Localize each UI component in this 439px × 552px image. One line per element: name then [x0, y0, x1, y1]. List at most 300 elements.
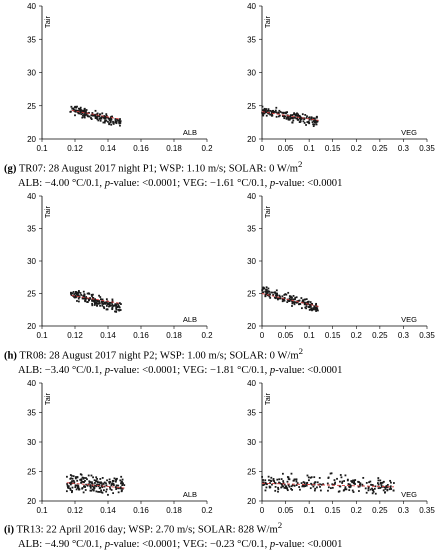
- x-tick-label: 0.14: [100, 144, 116, 153]
- data-point: [267, 288, 269, 290]
- data-point: [287, 489, 289, 491]
- y-tick-label: 40: [247, 379, 256, 388]
- data-point: [359, 484, 361, 486]
- data-point: [76, 300, 78, 302]
- data-point: [67, 487, 69, 489]
- data-point: [345, 474, 347, 476]
- data-point: [278, 116, 280, 118]
- data-point: [121, 484, 123, 486]
- data-point: [287, 292, 289, 294]
- data-point: [334, 479, 336, 481]
- data-point: [269, 110, 271, 112]
- data-point: [117, 120, 119, 122]
- data-point: [368, 487, 370, 489]
- x-tick-label: 0: [259, 144, 265, 153]
- data-point: [278, 478, 280, 480]
- data-point: [265, 487, 267, 489]
- data-point: [304, 485, 306, 487]
- data-point: [101, 112, 103, 114]
- data-point: [73, 480, 75, 482]
- data-point: [103, 489, 105, 491]
- data-point: [75, 484, 77, 486]
- x-tick-label: 0.2: [201, 331, 213, 340]
- data-point: [379, 480, 381, 482]
- y-tick-label: 25: [247, 101, 256, 111]
- data-point: [120, 309, 122, 311]
- data-point: [70, 106, 72, 108]
- data-point: [297, 482, 299, 484]
- x-axis-label: ALB: [182, 490, 197, 499]
- data-point: [350, 480, 352, 482]
- chart-h-alb-svg: [0, 190, 215, 342]
- data-point: [97, 116, 99, 118]
- data-point: [99, 305, 101, 307]
- caption-i-p1: p: [104, 538, 111, 550]
- y-axis-label: Tair: [43, 393, 52, 406]
- data-point: [89, 481, 91, 483]
- data-point: [365, 487, 367, 489]
- caption-h-title: [4, 344, 436, 364]
- caption-i-alb: ALB: −4.90 °C/0.1,: [18, 538, 105, 550]
- data-point: [109, 305, 111, 307]
- data-point: [83, 491, 85, 493]
- data-point: [269, 296, 271, 298]
- data-point: [100, 120, 102, 122]
- data-point: [308, 479, 310, 481]
- data-point: [91, 482, 93, 484]
- data-point: [78, 290, 80, 292]
- data-point: [83, 293, 85, 295]
- data-point: [293, 298, 295, 300]
- data-point: [80, 109, 82, 111]
- data-point: [295, 113, 297, 115]
- data-point: [340, 474, 342, 476]
- data-point: [292, 120, 294, 122]
- data-point: [284, 487, 286, 489]
- chart-i-veg-svg: [220, 377, 435, 517]
- x-tick-label: 0.3: [397, 506, 409, 515]
- data-point: [112, 307, 114, 309]
- x-tick-label: 0.12: [67, 506, 83, 515]
- data-point: [311, 476, 313, 478]
- data-point: [285, 486, 287, 488]
- data-point: [283, 117, 285, 119]
- data-point: [372, 489, 374, 491]
- data-point: [111, 308, 113, 310]
- data-point: [309, 306, 311, 308]
- data-point: [78, 487, 80, 489]
- data-point: [306, 121, 308, 123]
- x-tick-label: 0.35: [419, 506, 435, 515]
- data-point: [288, 119, 290, 121]
- data-point: [95, 476, 97, 478]
- data-point: [69, 111, 71, 113]
- data-point: [275, 110, 277, 112]
- data-point: [100, 117, 102, 119]
- data-point: [313, 125, 315, 127]
- data-point: [286, 111, 288, 113]
- data-point: [281, 295, 283, 297]
- data-point: [99, 302, 101, 304]
- data-point: [268, 108, 270, 110]
- x-tick-label: 0.05: [277, 506, 294, 515]
- x-tick-label: 0.15: [324, 331, 341, 340]
- caption-i-label: (i): [4, 524, 14, 536]
- x-tick-label: 0.2: [201, 144, 213, 153]
- data-point: [104, 482, 106, 484]
- x-tick-label: 0.14: [100, 506, 116, 515]
- data-point: [377, 477, 379, 479]
- data-point: [275, 112, 277, 114]
- chart-i-veg: [220, 377, 435, 517]
- data-point: [84, 486, 86, 488]
- data-point: [290, 117, 292, 119]
- data-point: [107, 121, 109, 123]
- data-point: [377, 480, 379, 482]
- data-point: [389, 480, 391, 482]
- x-tick-label: 0: [259, 506, 265, 515]
- data-point: [75, 477, 77, 479]
- data-point: [276, 479, 278, 481]
- data-point: [320, 490, 322, 492]
- data-point: [119, 121, 121, 123]
- data-point: [278, 112, 280, 114]
- data-point: [115, 306, 117, 308]
- y-axis-label: Tair: [263, 393, 272, 406]
- data-point: [313, 308, 315, 310]
- data-point: [310, 483, 312, 485]
- data-point: [282, 300, 284, 302]
- data-point: [112, 299, 114, 301]
- data-point: [299, 303, 301, 305]
- data-point: [375, 493, 377, 495]
- chart-h-veg: [220, 190, 435, 342]
- data-point: [261, 476, 263, 478]
- data-point: [354, 479, 356, 481]
- caption-i-alb-p: -value: <0.0001; VEG: −0.23 °C/0.1,: [110, 538, 270, 550]
- data-point: [357, 481, 359, 483]
- data-point: [116, 309, 118, 311]
- data-point: [68, 485, 70, 487]
- data-point: [313, 306, 315, 308]
- x-tick-label: 0.35: [419, 144, 435, 153]
- data-point: [315, 481, 317, 483]
- data-point: [281, 112, 283, 114]
- data-point: [304, 482, 306, 484]
- caption-h-p1: p: [104, 364, 111, 376]
- data-point: [116, 485, 118, 487]
- data-point: [84, 300, 86, 302]
- data-point: [89, 116, 91, 118]
- data-point: [75, 291, 77, 293]
- data-point: [275, 486, 277, 488]
- chart-i-alb-svg: [0, 377, 215, 517]
- data-point: [270, 292, 272, 294]
- data-point: [300, 120, 302, 122]
- data-point: [99, 113, 101, 115]
- data-point: [366, 482, 368, 484]
- data-point: [102, 477, 104, 479]
- data-point: [304, 299, 306, 301]
- chart-g-alb-svg: [0, 0, 215, 155]
- data-point: [81, 113, 83, 115]
- data-point: [381, 484, 383, 486]
- data-point: [118, 309, 120, 311]
- data-point: [281, 478, 283, 480]
- data-point: [262, 106, 264, 108]
- data-point: [80, 292, 82, 294]
- caption-i-p2: p: [269, 538, 276, 550]
- data-point: [349, 486, 351, 488]
- data-point: [304, 114, 306, 116]
- data-point: [353, 491, 355, 493]
- data-point: [85, 489, 87, 491]
- data-point: [92, 476, 94, 478]
- caption-i-text: TR13: 22 April 2016 day; WSP: 2.70 m/s; SOLAR: 828 W/m: [14, 524, 278, 536]
- data-point: [339, 481, 341, 483]
- data-point: [117, 485, 119, 487]
- y-tick-label: 20: [247, 497, 256, 506]
- x-tick-label: 0.3: [397, 144, 409, 153]
- data-point: [300, 297, 302, 299]
- y-tick-label: 30: [247, 68, 256, 78]
- data-point: [291, 473, 293, 475]
- data-point: [352, 490, 354, 492]
- data-point: [373, 491, 375, 493]
- caption-g-title: [4, 157, 436, 177]
- data-point: [302, 299, 304, 301]
- data-point: [296, 481, 298, 483]
- data-point: [109, 488, 111, 490]
- data-point: [383, 481, 385, 483]
- data-point: [118, 491, 120, 493]
- data-point: [77, 292, 79, 294]
- y-tick-label: 40: [27, 2, 36, 11]
- data-point: [74, 114, 76, 116]
- x-tick-label: 0.2: [350, 144, 362, 153]
- y-tick-label: 30: [27, 438, 36, 447]
- data-point: [312, 486, 314, 488]
- x-tick-label: 0.16: [133, 144, 149, 153]
- x-tick-label: 0.2: [201, 506, 213, 515]
- data-point: [270, 480, 272, 482]
- data-point: [288, 478, 290, 480]
- x-tick-label: 0.2: [350, 331, 362, 340]
- data-point: [74, 486, 76, 488]
- data-point: [101, 491, 103, 493]
- y-tick-label: 35: [247, 224, 256, 234]
- data-point: [115, 311, 117, 313]
- caption-h-label: (h): [4, 350, 17, 362]
- data-point: [80, 294, 82, 296]
- caption-i-title: [4, 518, 436, 538]
- data-point: [69, 488, 71, 490]
- data-point: [282, 473, 284, 475]
- x-tick-label: 0.25: [372, 506, 388, 515]
- data-point: [78, 112, 80, 114]
- data-point: [71, 475, 73, 477]
- data-point: [308, 477, 310, 479]
- data-point: [371, 484, 373, 486]
- data-point: [277, 488, 279, 490]
- data-point: [294, 297, 296, 299]
- data-point: [95, 117, 97, 119]
- data-point: [270, 477, 272, 479]
- y-tick-label: 25: [27, 467, 36, 477]
- data-point: [306, 115, 308, 117]
- data-point: [300, 118, 302, 120]
- data-point: [103, 307, 105, 309]
- data-point: [113, 484, 115, 486]
- data-point: [280, 487, 282, 489]
- data-point: [105, 120, 107, 122]
- data-point: [74, 106, 76, 108]
- data-point: [312, 123, 314, 125]
- data-point: [277, 491, 279, 493]
- x-tick-label: 0.1: [36, 506, 48, 515]
- data-point: [66, 476, 68, 478]
- data-point: [314, 490, 316, 492]
- x-tick-label: 0.18: [166, 144, 182, 153]
- data-point: [271, 115, 273, 117]
- data-point: [106, 298, 108, 300]
- x-tick-label: 0.14: [100, 331, 116, 340]
- data-point: [89, 485, 91, 487]
- data-point: [298, 486, 300, 488]
- data-point: [307, 475, 309, 477]
- data-point: [283, 115, 285, 117]
- y-axis-label: Tair: [263, 206, 272, 219]
- data-point: [110, 124, 112, 126]
- x-tick-label: 0.05: [277, 144, 294, 153]
- data-point: [120, 486, 122, 488]
- data-point: [276, 116, 278, 118]
- data-point: [99, 478, 101, 480]
- data-point: [288, 300, 290, 302]
- data-point: [262, 115, 264, 117]
- caption-g-label: (g): [4, 163, 17, 175]
- data-point: [82, 298, 84, 300]
- caption-g: [4, 157, 436, 191]
- data-point: [316, 486, 318, 488]
- data-point: [115, 304, 117, 306]
- data-point: [288, 476, 290, 478]
- data-point: [76, 480, 78, 482]
- data-point: [122, 479, 124, 481]
- data-point: [87, 114, 89, 116]
- data-point: [97, 480, 99, 482]
- data-point: [121, 490, 123, 492]
- data-point: [276, 289, 278, 291]
- data-point: [314, 488, 316, 490]
- data-point: [95, 110, 97, 112]
- data-point: [296, 118, 298, 120]
- data-point: [283, 294, 285, 296]
- data-point: [389, 488, 391, 490]
- data-point: [109, 478, 111, 480]
- data-point: [316, 124, 318, 126]
- data-point: [286, 117, 288, 119]
- data-point: [86, 301, 88, 303]
- x-tick-label: 0.18: [166, 506, 182, 515]
- y-tick-label: 25: [27, 101, 36, 111]
- caption-g-veg-p: -value: <0.0001: [275, 177, 343, 189]
- data-point: [309, 116, 311, 118]
- caption-i-veg-p: -value: <0.0001: [275, 538, 343, 550]
- data-point: [90, 487, 92, 489]
- data-point: [347, 479, 349, 481]
- data-point: [262, 479, 264, 481]
- data-point: [95, 490, 97, 492]
- data-point: [92, 489, 94, 491]
- data-point: [115, 481, 117, 483]
- data-point: [295, 479, 297, 481]
- data-point: [91, 295, 93, 297]
- caption-g-stats: [4, 177, 436, 191]
- caption-h-alb-p: -value: <0.0001; VEG: −1.81 °C/0.1,: [110, 364, 270, 376]
- data-point: [292, 301, 294, 303]
- data-point: [80, 473, 82, 475]
- data-point: [83, 477, 85, 479]
- caption-h-sup: 2: [298, 346, 304, 356]
- data-point: [369, 481, 371, 483]
- y-axis-label: Tair: [43, 206, 52, 219]
- data-point: [293, 112, 295, 114]
- data-point: [73, 108, 75, 110]
- data-point: [81, 481, 83, 483]
- x-tick-label: 0.1: [303, 331, 315, 340]
- data-point: [304, 122, 306, 124]
- data-point: [385, 488, 387, 490]
- data-point: [107, 494, 109, 496]
- data-point: [306, 482, 308, 484]
- data-point: [106, 489, 108, 491]
- y-tick-label: 20: [247, 322, 256, 331]
- y-tick-label: 30: [247, 438, 256, 447]
- data-point: [71, 490, 73, 492]
- data-point: [119, 302, 121, 304]
- data-point: [94, 479, 96, 481]
- y-tick-label: 30: [27, 68, 36, 78]
- data-point: [339, 490, 341, 492]
- y-tick-label: 25: [27, 289, 36, 299]
- data-point: [94, 301, 96, 303]
- data-point: [308, 122, 310, 124]
- data-point: [264, 113, 266, 115]
- data-point: [362, 477, 364, 479]
- data-point: [76, 106, 78, 108]
- y-tick-label: 20: [27, 322, 36, 331]
- x-tick-label: 0.25: [372, 144, 388, 153]
- data-point: [274, 490, 276, 492]
- data-point: [105, 491, 107, 493]
- data-point: [312, 117, 314, 119]
- y-tick-label: 20: [27, 135, 36, 144]
- data-point: [72, 478, 74, 480]
- data-point: [66, 483, 68, 485]
- data-point: [377, 482, 379, 484]
- caption-g-p2: p: [269, 177, 276, 189]
- x-tick-label: 0.15: [324, 144, 341, 153]
- data-point: [102, 302, 104, 304]
- y-tick-label: 30: [247, 257, 256, 266]
- data-point: [334, 482, 336, 484]
- data-point: [278, 482, 280, 484]
- data-point: [390, 485, 392, 487]
- data-point: [315, 308, 317, 310]
- x-axis-label: VEG: [401, 490, 417, 499]
- data-point: [328, 477, 330, 479]
